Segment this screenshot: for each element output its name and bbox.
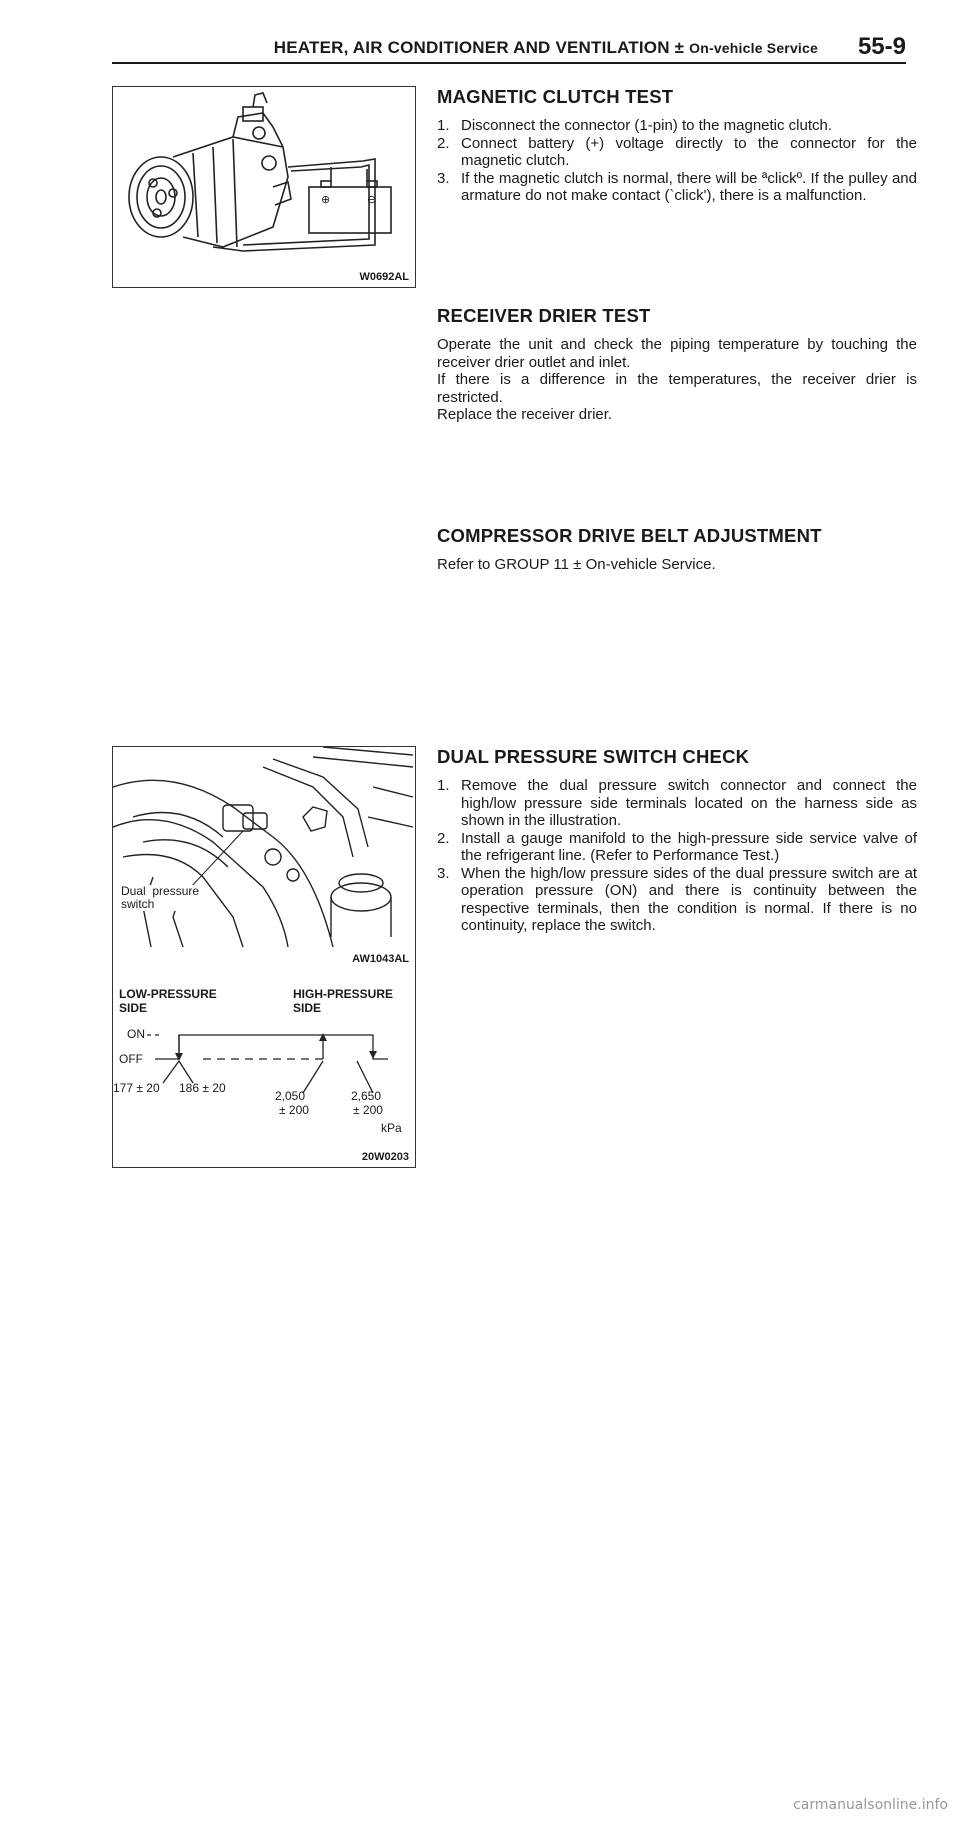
high-pressure-label: HIGH-PRESSURE SIDE — [293, 987, 394, 1015]
dual-switch-photo-code: AW1043AL — [352, 953, 409, 965]
list-item — [437, 865, 917, 935]
dual-switch-figure — [112, 746, 416, 1168]
belt-adjustment-section — [437, 525, 917, 574]
dual-pressure-section — [437, 746, 917, 935]
step-text: Connect battery (+) voltage directly to the connector for the magnetic clutch. — [461, 134, 917, 169]
receiver-drier-text-1: Operate the unit and check the piping temperature by touching the receiver drier outlet and inlet. — [437, 336, 917, 371]
value-2650-tol: ± 200 — [353, 1103, 383, 1117]
leader-186 — [179, 1061, 193, 1083]
receiver-drier-text-2: If there is a difference in the temperatures, the receiver drier is restricted. — [437, 371, 917, 406]
header-title-main: HEATER, AIR CONDITIONER AND VENTILATION ± — [273, 38, 685, 57]
clutch-figure — [112, 86, 416, 288]
svg-text:⊖: ⊖ — [367, 193, 377, 206]
dual-switch-photo — [113, 747, 415, 947]
step-text: If the magnetic clutch is normal, there will be ªclickº. If the pulley and armature do not make contact (`click'), there is a malfunction. — [461, 169, 917, 204]
footer-watermark[interactable]: carmanualsonline.info — [793, 1797, 948, 1813]
receiver-drier-title: RECEIVER DRIER TEST — [437, 305, 651, 326]
value-2050: 2,050 — [275, 1089, 306, 1103]
step-text: When the high/low pressure sides of the dual pressure switch are at operation pressure (ON) and there is continuity between the respective terminals, then the condition is normal. If there is no continuity, replace the switch. — [461, 864, 917, 934]
step-number: 2. — [437, 134, 450, 152]
unit-label: kPa — [381, 1121, 402, 1135]
off-label: OFF — [119, 1052, 143, 1066]
value-2650: 2,650 — [351, 1089, 382, 1103]
page-number: 55-9 — [857, 33, 906, 60]
belt-adjustment-text: Refer to GROUP 11 ± On-vehicle Service. — [437, 556, 716, 573]
receiver-drier-text-3: Replace the receiver drier. — [437, 406, 613, 423]
value-2050-tol: ± 200 — [279, 1103, 309, 1117]
magnetic-clutch-section — [437, 86, 917, 205]
dual-switch-callout: Dual pressure switch — [121, 884, 200, 911]
step-number: 3. — [437, 864, 450, 882]
receiver-drier-section — [437, 305, 917, 424]
dual-switch-graph-code: 20W0203 — [361, 1151, 409, 1163]
header-title — [274, 38, 818, 58]
header-rule — [112, 62, 906, 64]
step-number: 2. — [437, 829, 450, 847]
step-text: Disconnect the connector (1-pin) to the magnetic clutch. — [461, 117, 833, 134]
list-item — [437, 830, 917, 865]
svg-text:⊕: ⊕ — [321, 193, 331, 206]
clutch-figure-code: W0692AL — [359, 271, 409, 283]
low-pressure-label: LOW-PRESSURE SIDE — [119, 987, 217, 1015]
leader-177 — [163, 1061, 179, 1083]
dual-pressure-steps — [437, 777, 917, 935]
list-item — [437, 117, 917, 135]
magnetic-clutch-title: MAGNETIC CLUTCH TEST — [437, 86, 674, 107]
magnetic-clutch-steps — [437, 117, 917, 205]
step-number: 3. — [437, 169, 450, 187]
step-text: Remove the dual pressure switch connector and connect the high/low pressure side terminals located on the harness side as shown in the illustration. — [461, 777, 917, 829]
list-item — [437, 135, 917, 170]
header-subtitle: On-vehicle Service — [689, 40, 818, 56]
on-label: ON — [127, 1027, 145, 1041]
list-item — [437, 170, 917, 205]
belt-adjustment-title: COMPRESSOR DRIVE BELT ADJUSTMENT — [437, 525, 822, 546]
value-177: 177 ± 20 — [113, 1081, 160, 1095]
leader-2050 — [303, 1061, 323, 1093]
value-186: 186 ± 20 — [179, 1081, 226, 1095]
step-number: 1. — [437, 117, 450, 134]
dual-pressure-title: DUAL PRESSURE SWITCH CHECK — [437, 746, 750, 767]
list-item — [437, 777, 917, 830]
step-number: 1. — [437, 777, 450, 794]
step-text: Install a gauge manifold to the high-pressure side service valve of the refrigerant line. (Refer to Performance Test.) — [461, 829, 917, 864]
compressor-clutch-illustration — [113, 87, 415, 287]
arrow-right-down — [369, 1051, 377, 1059]
switch-curve — [179, 1035, 388, 1059]
page-header — [0, 0, 960, 60]
